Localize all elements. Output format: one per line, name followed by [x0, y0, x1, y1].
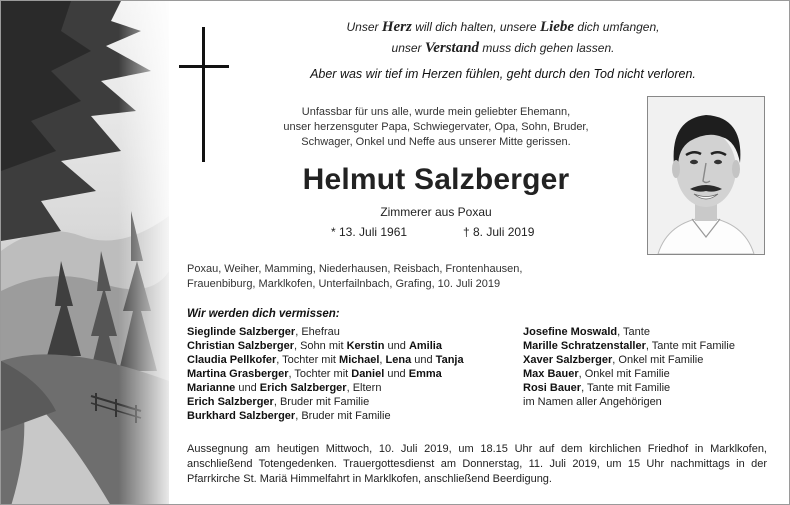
mourner-row: Sieglinde Salzberger, Ehefrau [187, 326, 340, 338]
verse-script-liebe: Liebe [539, 19, 575, 35]
mourner-row: Erich Salzberger, Bruder mit Familie [187, 396, 370, 408]
mourner-row: Rosi Bauer, Tante mit Familie [523, 382, 671, 394]
mourner-row: Marianne und Erich Salzberger, Eltern [187, 382, 382, 394]
verse-script-herz: Herz [381, 19, 412, 35]
mourner-row: Claudia Pellkofer, Tochter mit Michael, Lena und Tanja [187, 354, 464, 366]
mourners-list-left [187, 325, 507, 423]
forest-photo [1, 1, 169, 505]
intro-line: Schwager, Onkel und Neffe aus unserer Mitte gerissen. [301, 136, 571, 148]
mourner-row: Christian Salzberger, Sohn mit Kerstin und Amilia [187, 340, 442, 352]
portrait-photo [647, 96, 765, 255]
intro-line: Unfassbar für uns alle, wurde mein geliebter Ehemann, [301, 106, 571, 118]
mourner-row: Xaver Salzberger, Onkel mit Familie [523, 354, 704, 366]
verse-line-3: Aber was wir tief im Herzen fühlen, geht durch den Tod nicht verloren. [310, 67, 696, 81]
mourner-row: Marille Schratzenstaller, Tante mit Familie [523, 340, 735, 352]
mourners-heading: Wir werden dich vermissen: [187, 308, 340, 320]
mourners-list-right [523, 325, 773, 409]
mourner-row: Burkhard Salzberger, Bruder mit Familie [187, 410, 391, 422]
funeral-details: Aussegnung am heutigen Mittwoch, 10. Juli 2019, um 18.15 Uhr auf dem kirchlichen Friedhof in Marklkofen, anschließend Totengedenken. Trauergottesdienst am Donnerstag, 11. Juli 2019, um 15 Uhr nachmittags in der Pfarrkirche St. Mariä Himmelfahrt in Marklkofen, anschließend Beerdigung. [187, 443, 767, 485]
intro-line: unser herzensguter Papa, Schwiegervater, Opa, Sohn, Bruder, [283, 121, 589, 133]
verse-script-verstand: Verstand [424, 40, 480, 56]
mourner-row: Max Bauer, Onkel mit Familie [523, 368, 670, 380]
death-date: † 8. Juli 2019 [463, 225, 535, 239]
mourner-row: Josefine Moswald, Tante [523, 326, 650, 338]
places-and-date [187, 262, 767, 292]
cross-icon [179, 27, 229, 167]
deceased-name: Helmut Salzberger [302, 163, 570, 196]
intro-text [231, 105, 641, 150]
mourner-row: im Namen aller Angehörigen [523, 396, 662, 408]
places-line: Frauenbiburg, Marklkofen, Unterfailnbach, Grafing, 10. Juli 2019 [187, 278, 501, 290]
deceased-occupation: Zimmerer aus Poxau [380, 205, 492, 219]
mourner-row: Martina Grasberger, Tochter mit Daniel und Emma [187, 368, 442, 380]
verse-line-2: unser Verstand muss dich gehen lassen. [391, 40, 615, 56]
places-line: Poxau, Weiher, Mamming, Niederhausen, Reisbach, Frontenhausen, [187, 263, 523, 275]
verse-line-1: Unser Herz will dich halten, unsere Liebe dich umfangen, [346, 19, 660, 35]
birth-date: * 13. Juli 1961 [331, 225, 408, 239]
